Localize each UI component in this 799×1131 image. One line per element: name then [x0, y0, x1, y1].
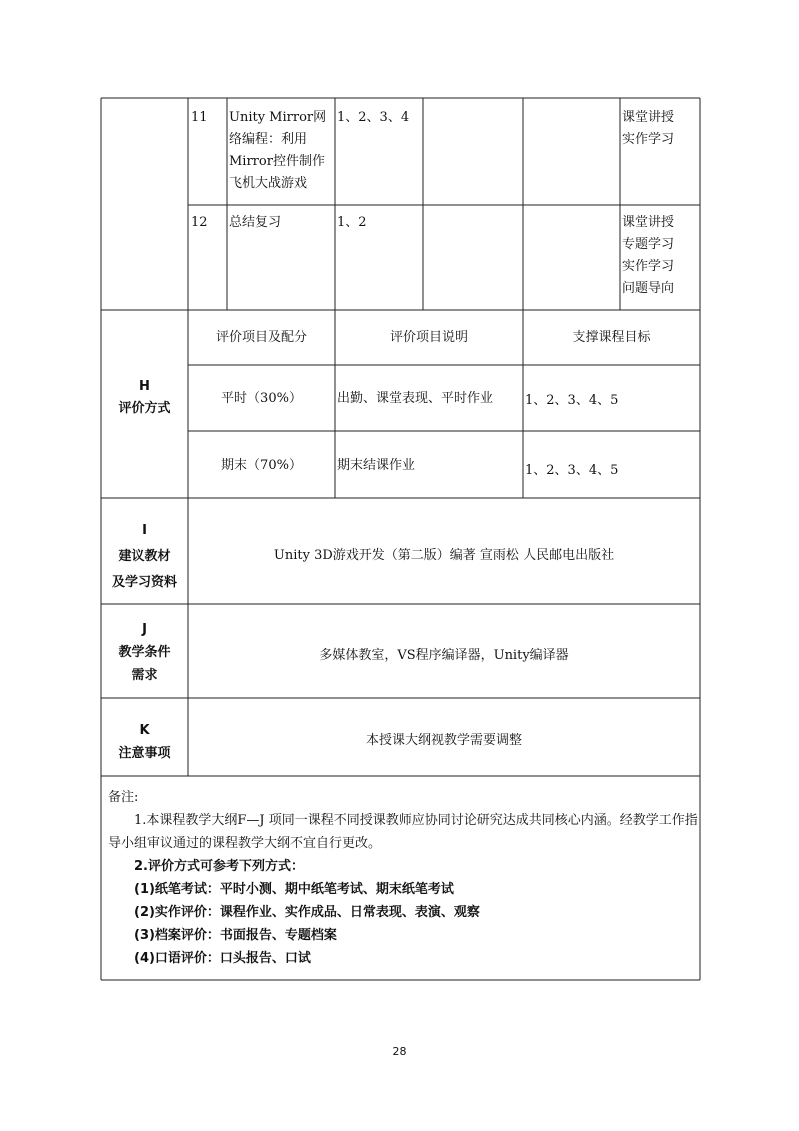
remarks-title: 备注: [108, 790, 139, 805]
week-goals: 1、2 [337, 215, 367, 230]
page-number: 28 [392, 1045, 407, 1058]
eval-desc: 期末结课作业 [337, 458, 416, 473]
week-number: 11 [191, 110, 208, 125]
eval-goals: 1、2、3、4、5 [525, 463, 619, 478]
eval-header-goals: 支撑课程目标 [572, 330, 651, 345]
remarks-list-item: (2)实作评价：课程作业、实作成品、日常表现、表演、观察 [134, 905, 480, 920]
eval-header-item: 评价项目及配分 [215, 330, 307, 345]
remarks-list-item: (3)档案评价：书面报告、专题档案 [134, 928, 337, 943]
remarks-paragraph: 1.本课程教学大纲F—J 项同一课程不同授课教师应协同讨论研究达成共同核心内涵。经教学工作指导小组审议通过的课程教学大纲不宜自行更改。 [108, 813, 698, 851]
week-methods: 课堂讲授 实作学习 [622, 110, 675, 147]
week-content: Unity Mirror网 络编程：利用 Mirror控件制作 飞机大战游戏 [229, 110, 327, 191]
remarks-block [108, 786, 700, 970]
notes-value: 本授课大纲视教学需要调整 [365, 733, 522, 748]
week-goals: 1、2、3、4 [337, 110, 410, 125]
textbooks-value: Unity 3D游戏开发（第二版）编著 宣雨松 人民邮电出版社 [273, 548, 615, 563]
week-number: 12 [191, 215, 208, 230]
remarks-subtitle: 2.评价方式可参考下列方式： [134, 859, 304, 874]
conditions-label: J 教学条件 需求 [118, 622, 171, 683]
remarks-list-item: (1)纸笔考试：平时小测、期中纸笔考试、期末纸笔考试 [134, 882, 454, 897]
textbooks-label: I 建议教材 及学习资料 [111, 523, 177, 590]
eval-item: 平时（30%） [221, 391, 302, 406]
week-methods: 课堂讲授 专题学习 实作学习 问题导向 [622, 215, 675, 296]
eval-item: 期末（70%） [221, 458, 302, 473]
notes-label: K 注意事项 [118, 723, 171, 761]
eval-desc: 出勤、课堂表现、平时作业 [337, 391, 494, 406]
week-content: 总结复习 [229, 215, 282, 230]
evaluation-section-label: H 评价方式 [118, 379, 171, 416]
eval-goals: 1、2、3、4、5 [525, 393, 619, 408]
eval-header-desc: 评价项目说明 [389, 330, 468, 345]
conditions-value: 多媒体教室，VS程序编译器，Unity编译器 [319, 648, 569, 663]
remarks-list-item: (4)口语评价：口头报告、口试 [134, 951, 311, 966]
